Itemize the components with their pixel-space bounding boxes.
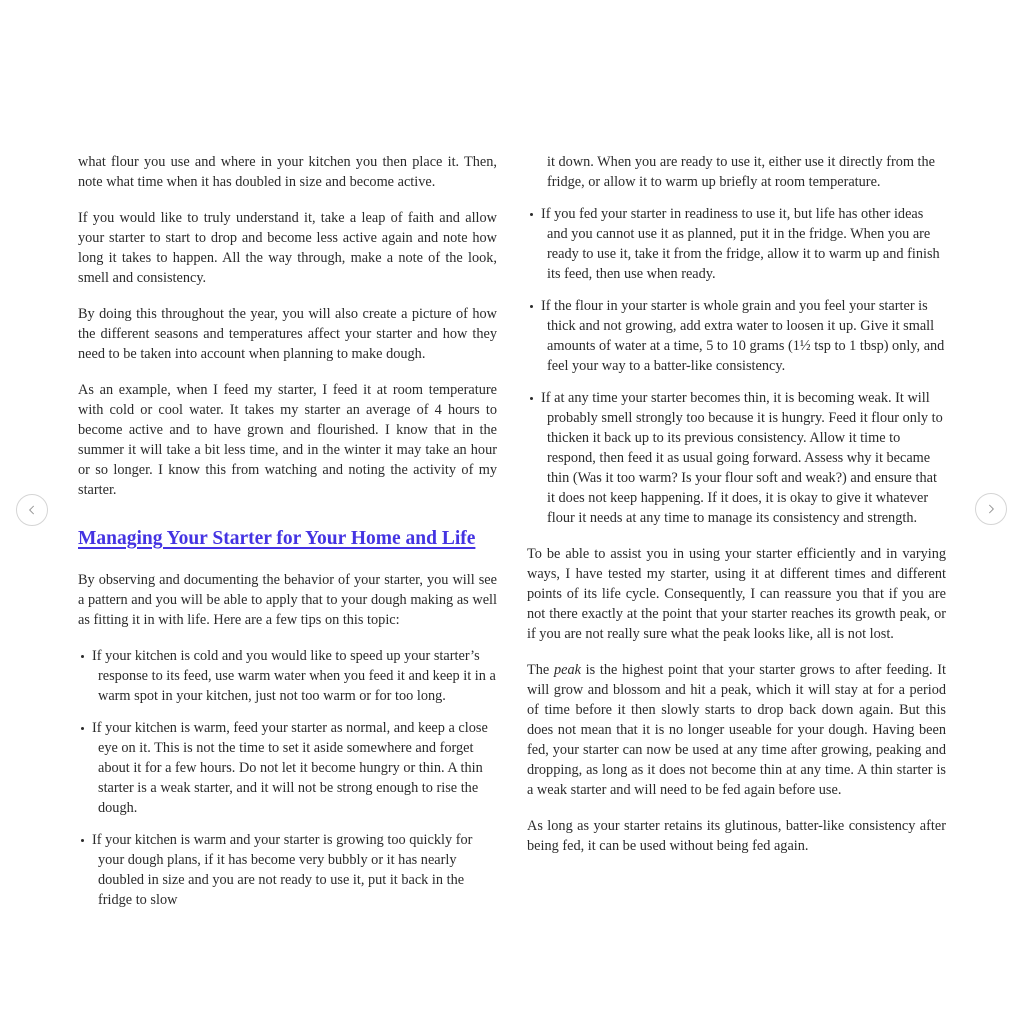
left-text-column (78, 152, 497, 926)
list-item (78, 830, 497, 910)
bullet-icon (530, 213, 533, 216)
list-item (78, 718, 497, 818)
tips-list (78, 646, 497, 910)
list-item-text: If the flour in your starter is whole grain and you feel your starter is thick and not growing, add extra water to loosen it up. Give it small amounts of water at a time, 5 to 10 grams (1½ tsp to 1 tbsp) only, and feel your way to a batter-like consistency. (541, 298, 945, 374)
list-item (527, 388, 946, 528)
bullet-continuation-text: it down. When you are ready to use it, either use it directly from the fridge, or allow it to warm up briefly at room temperature. (547, 154, 936, 190)
list-item (527, 204, 946, 284)
paragraph (527, 660, 946, 800)
bullet-icon (81, 839, 84, 842)
right-text-column (527, 152, 946, 926)
prev-page-button[interactable] (16, 494, 48, 526)
section-heading: Managing Your Starter for Your Home and Life (78, 528, 476, 549)
paragraph: By observing and documenting the behavior of your starter, you will see a pattern and you will be able to apply that to your dough making as well as fitting it in with life. Here are a few tips on this topic: (78, 572, 497, 628)
two-column-text-layout (78, 152, 946, 926)
paragraph: To be able to assist you in using your starter efficiently and in varying ways, I have tested my starter, using it at different times and different points of its life cycle. Consequently, I can reassure you that if you are not there exactly at the point that your starter reaches its growth peak, or if you are not really sure what the peak looks like, all is not lost. (527, 546, 946, 642)
chevron-left-icon (25, 503, 39, 517)
chevron-right-icon (984, 502, 998, 516)
paragraph: If you would like to truly understand it, take a leap of faith and allow your starter to start to drop and become less active again and note how long it takes to happen. All the way through, make a note of the look, smell and consistency. (78, 210, 497, 286)
list-item-text: If you fed your starter in readiness to use it, but life has other ideas and you cannot use it as planned, put it in the fridge. When you are ready to use it, take it from the fridge, allow it to warm up and finish its feed, then use when ready. (541, 206, 940, 282)
list-item-text: If your kitchen is warm, feed your starter as normal, and keep a close eye on it. This is not the time to set it aside somewhere and forget about it for a few hours. Do not let it become hungry or thin. A thin starter is a weak starter, and it will not be strong enough to rise the dough. (92, 720, 488, 816)
bullet-icon (81, 727, 84, 730)
paragraph-text: The (527, 662, 554, 678)
paragraph: By doing this throughout the year, you will also create a picture of how the different seasons and temperatures affect your starter and how they need to be taken into account when planning to make dough. (78, 306, 497, 362)
list-item-text: If at any time your starter becomes thin, it is becoming weak. It will probably smell strongly too because it is hungry. Feed it flour only to thicken it back up to its previous consistency. Allow it time to respond, then feed it as usual going forward. Assess why it became thin (Was it too warm? Is your flour soft and weak?) and ensure that it does not keep happening. If it does, it is okay to give it whatever flour it needs at any time to manage its consistency and strength. (541, 390, 943, 526)
bullet-icon (530, 397, 533, 400)
paragraph-text: is the highest point that your starter grows to after feeding. It will grow and blossom and hit a peak, which it will stay at for a period of time before it then slowly starts to drop back down again. But this does not mean that it is no longer useable for your dough. Having been fed, your starter can now be used at any time after growing, peaking and dropping, as long as it does not become thin at any time. A thin starter is a weak starter and will need to be fed again before use. (527, 662, 946, 798)
list-item (527, 296, 946, 376)
tips-list (527, 204, 946, 528)
next-page-button[interactable] (975, 493, 1007, 525)
bullet-icon (530, 305, 533, 308)
list-item-text: If your kitchen is warm and your starter is growing too quickly for your dough plans, if it has become very bubbly or it has nearly doubled in size and you are not ready to use it, put it back in the fridge to slow (92, 832, 473, 908)
paragraph: As an example, when I feed my starter, I feed it at room temperature with cold or cool water. It takes my starter an average of 4 hours to become active and to have grown and flourished. I know that in the summer it will take a bit less time, and in the winter it may take an hour or so longer. I know this from watching and noting the activity of my starter. (78, 382, 497, 498)
paragraph: what flour you use and where in your kitchen you then place it. Then, note what time when it has doubled in size and become active. (78, 154, 497, 190)
bullet-icon (81, 655, 84, 658)
italic-term: peak (553, 662, 581, 678)
paragraph: As long as your starter retains its glutinous, batter-like consistency after being fed, it can be used without being fed again. (527, 818, 946, 854)
list-item-text: If your kitchen is cold and you would like to speed up your starter’s response to its feed, use warm water when you feed it and keep it in a warm spot in your kitchen, just not too warm or for too long. (92, 648, 496, 704)
list-item (78, 646, 497, 706)
